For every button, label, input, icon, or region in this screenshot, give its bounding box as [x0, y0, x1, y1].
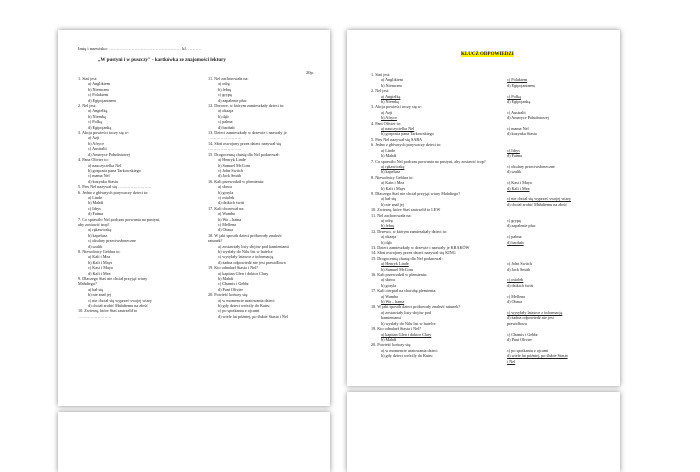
question-text: 15. Drogocenną chustę dla Nel podarował: — [371, 255, 443, 261]
answer-option: d) Ameryce Południowej — [507, 115, 549, 121]
answer-option: d) chciał zrobić Mahdiemu na złość — [507, 201, 567, 207]
question-text: 5. Pies Nel nazywał się SABA — [371, 136, 423, 142]
answer-option: a) zostawiały listy słojów pod kamieniami — [218, 243, 289, 249]
answer-option: b) Samuel McCom — [381, 266, 413, 272]
answer-option: b) goryla — [218, 189, 234, 195]
answer-option: b) gdy dzieci wróciły do Kairu — [381, 353, 433, 359]
worksheet-title: „W pustyni i w puszczy" - kartkówka ze znajomości lektury — [98, 58, 226, 63]
correct-answer-option: a) Henryk Linde — [381, 261, 409, 267]
answer-option: b) dąb — [218, 113, 229, 119]
answer-option: c) Idrys — [88, 205, 101, 211]
answer-option: d) żadna odpowiedź nie jest prawidłowa — [218, 259, 286, 265]
answer-option: a) kapitan Glen i doktor Clary — [218, 270, 269, 276]
correct-answer-option: c) Polakiem — [507, 77, 528, 83]
answer-option: c) Polką — [88, 119, 102, 125]
answer-option: d) zapalenie płuc — [218, 97, 247, 103]
answer-option: c) nie chciał się wyprzeć swojej wiary — [88, 297, 152, 303]
answer-option: d) Fatma — [507, 153, 523, 159]
answer-option: a) Linde — [88, 194, 103, 200]
answer-option: c) Polakiem — [88, 92, 109, 98]
answer-option: a) Kain i Mea — [381, 180, 405, 186]
question-text: …………………… — [78, 313, 112, 319]
question-text: 8. Niewolnicy Gebhra to: — [78, 249, 121, 254]
question-text: 10. Zwierzę, które Staś zastrzelił to — [78, 308, 138, 314]
answer-option: b) kapelusz — [88, 232, 108, 238]
answer-option: a) Angielką — [88, 108, 108, 114]
correct-answer-option: b) febrę — [381, 223, 395, 229]
answer-option: a) sława — [218, 184, 232, 190]
answer-option: d) chciał zrobić Mahdiemu na złość — [88, 303, 148, 309]
correct-answer-option: d) wiele lat później, po ślubie Stasia — [507, 353, 568, 359]
question-text: 20. Powieść kończy się: — [208, 292, 249, 298]
answer-option: c) Mellena — [218, 221, 237, 227]
question-text: 3. Akcja powieści toczy się w: — [371, 104, 422, 110]
answer-option: b) Mahdi — [381, 336, 397, 342]
question-text: 1. Staś jest: — [78, 76, 98, 81]
question-text: 13. Dzieci zamieszkały w drzewie i nazwały je KRAKÓW — [371, 245, 470, 250]
answer-option: a) odrę — [381, 217, 393, 223]
question-text: 11. Nel zachorowała na: — [371, 212, 412, 218]
answer-option: d) Egipcjaninem — [88, 97, 116, 103]
answer-option: d) Pani Olivier — [218, 286, 243, 292]
answer-option: c) okulary przeciwsłoneczne — [507, 163, 555, 169]
correct-answer-option: d) baobab — [507, 239, 524, 245]
question-text: 18. W jaki sposób dzieci próbowały znaleźć ratunek? — [371, 304, 461, 310]
answer-key-title: KLUCZ ODPOWIEDZI — [461, 52, 514, 57]
question-text: 14. Słoń oswojony przez dzieci nazywał się KING — [371, 250, 456, 256]
correct-answer-option: c) Polką — [507, 93, 521, 99]
answer-option: kamieniami — [381, 315, 401, 321]
answer-option: c) Kasi i Maya — [507, 180, 532, 186]
answer-option: b) nie znał jej — [381, 201, 404, 207]
answer-option: b) Mahdi — [381, 153, 397, 159]
answer-option: prawidłowa — [507, 320, 527, 326]
correct-answer-option: c) osiołek — [507, 277, 524, 283]
answer-option: b) wysłały do Nilu list w butelce — [218, 249, 273, 254]
answer-option: b) wysłały do Nilu list w butelce — [381, 320, 436, 326]
question-text: 9. Dlaczego Staś nie chciał przyjąć wiary Mahdiego? — [371, 190, 461, 196]
answer-option: c) po spotkaniu z ojcami — [218, 308, 260, 314]
answer-option: a) sława — [381, 277, 395, 283]
answer-option: a) Linde — [381, 147, 396, 153]
answer-option: b) Niemcem — [88, 86, 109, 92]
question-text: 20. Powieść kończy się: — [371, 342, 412, 348]
correct-answer-option: c) nie chciał się wyprzeć swojej wiary — [507, 196, 571, 202]
answer-option: d) szalik — [507, 169, 522, 175]
answer-option: c) grypę — [218, 92, 232, 98]
answer-option: b) goryla — [381, 282, 397, 288]
answer-option: c) mama Nel — [507, 126, 529, 132]
next-page-right — [347, 392, 620, 472]
question-text: Mahdiego? — [78, 281, 97, 287]
question-column-left — [78, 76, 160, 319]
answer-option: a) Anglikiem — [381, 77, 403, 83]
answer-option: c) Chamis i Gebhr — [218, 281, 249, 287]
worksheet-page — [58, 30, 330, 406]
question-text: 12. Dorowe, w którym zamieszkały dzieci to: — [208, 103, 285, 109]
question-text: 17. Kali cierpiał na chorobę plemienia: — [371, 288, 437, 294]
answer-option: b) febrę — [218, 86, 232, 92]
answer-option: a) bał się — [381, 196, 397, 202]
answer-option: b) gdy dzieci wróciły do Kairu — [218, 303, 270, 309]
answer-column-left — [371, 72, 486, 359]
answer-option: a) Wamba — [381, 293, 398, 299]
answer-option: b) gosposia pana Tarkowskiego — [381, 131, 434, 137]
answer-option: b) kapelusz — [381, 169, 401, 175]
answer-option: a) Wamba — [218, 211, 235, 217]
answer-option: d) Ameryce Południowej — [88, 151, 130, 157]
answer-option: c) Australii — [507, 109, 526, 115]
name-line: Imię i nazwisko: ………………………………………… kl. ……… — [78, 46, 202, 51]
answer-option: c) po spotkaniu z ojcami — [507, 347, 549, 353]
question-text: 19. Kto odnalazł Stasia i Nel? — [371, 326, 422, 332]
answer-option: a) bał się — [88, 286, 104, 292]
answer-option: a) Henryk Linde — [218, 157, 246, 163]
correct-answer-option: b) Wa – hama — [381, 299, 405, 305]
answer-option: c) John Switch — [507, 261, 532, 267]
answer-option: a) w momencie uratowania dzieci — [218, 297, 275, 303]
question-text: 15. Drogocenną chustę dla Nel podarował: — [208, 151, 280, 157]
answer-option: b) Kali i Mays — [381, 185, 406, 191]
answer-option: a) okazja — [381, 234, 397, 240]
answer-option: c) Australii — [88, 146, 107, 152]
question-text: 4. Pana Olivier to: — [78, 157, 109, 163]
correct-answer-option: c) Idrys — [507, 147, 520, 153]
answer-option: a) Kali i Mea — [88, 254, 111, 260]
answer-option: d) Pani Olivier — [507, 336, 532, 342]
question-text: …………………… — [208, 146, 242, 152]
answer-option: d) Jack Smith — [507, 266, 531, 272]
answer-option: b) Niemką — [88, 113, 106, 119]
answer-option: c) grypę — [507, 217, 521, 223]
question-text: ratunek? — [208, 238, 223, 244]
question-column-right — [208, 76, 289, 319]
answer-option: d) wiele lat później, po ślubie Stasia i Nel — [218, 313, 288, 319]
answer-option: d) Kali i Mea — [88, 270, 111, 276]
answer-option: d) kuzynka Stasia — [507, 131, 537, 137]
question-text: 11. Nel zachorowała na: — [208, 76, 249, 81]
question-text: 7. Co sprawiło Nel podczas porwania na pustyni, — [78, 216, 161, 222]
answer-option: b) Mahdi — [88, 200, 104, 206]
answer-option: a) Azji — [88, 135, 100, 141]
answer-option: c) osiołek — [218, 194, 235, 200]
answer-column-right — [497, 72, 571, 364]
answer-option: d) Obasa — [507, 299, 522, 305]
answer-option: d) szalik — [88, 243, 103, 249]
answer-option: c) Mellena — [507, 293, 526, 299]
question-text: 7. Co sprawiło Nel podczas porwania na pustyni, aby zostawić trop? — [371, 158, 486, 164]
answer-option: b) dąb — [381, 239, 392, 245]
correct-answer-option: a) Angielką — [381, 93, 401, 99]
answer-option: d) dzikich świń — [218, 200, 244, 206]
answer-option: b) Niemcem — [381, 82, 402, 88]
question-text: 6. Jedno z głównych porywaczy dzieci to: — [78, 189, 149, 195]
answer-option: d) Egipcjanką — [507, 99, 531, 105]
answer-option: a) okazja — [218, 108, 234, 114]
answer-option: b) Samuel McCom — [218, 162, 250, 168]
answer-option: b) nie znał jej — [88, 292, 111, 298]
answer-option: a) nauczycielka Nel — [88, 162, 122, 168]
question-text: 2. Nel jest: — [371, 88, 390, 94]
answer-option: b) Wa – hama — [218, 216, 242, 222]
question-text: 1. Staś jest: — [371, 72, 391, 77]
question-text: 4. Pani Olivier to: — [371, 120, 402, 126]
answer-option: a) w momencie uratowania dzieci — [381, 347, 438, 353]
correct-answer-option: b) Afryce — [381, 115, 397, 121]
answer-option: b) Niemką — [381, 99, 399, 105]
question-text: 2. Nel jest: — [78, 103, 97, 109]
answer-option: c) Chamis i Gebhr — [507, 331, 538, 337]
answer-option: c) palma — [218, 119, 233, 125]
answer-option: d) Jack Smith — [218, 173, 242, 179]
question-text: 8. Niewolnicy Gebhra to: — [371, 174, 414, 180]
answer-option: c) wysyłały latawce z informacją — [218, 254, 274, 260]
answer-option: c) Kasi i Maya — [88, 265, 113, 271]
question-text: 10. Zwierzę, które Staś zastrzelił to LEW — [371, 207, 441, 213]
answer-option: d) baobab — [218, 124, 235, 130]
answer-option: b) Mahdi — [218, 276, 234, 282]
question-text: 9. Dlaczego Staś nie chciał przyjąć wiary — [78, 276, 148, 282]
question-text: …………………… — [208, 135, 242, 141]
correct-answer-option: d) Kali i Mea — [507, 185, 530, 191]
answer-option: a) zostawiały listy słojów pod — [381, 309, 432, 315]
question-text: 6. Jedno z głównych porywaczy dzieci to: — [371, 142, 442, 148]
answer-key-page — [347, 30, 620, 386]
correct-answer-option: a) rękawiczkę — [381, 163, 405, 169]
next-page-left — [58, 412, 330, 472]
question-text: 18. W jaki sposób dzieci próbowały znaleźć — [208, 232, 282, 238]
answer-option: d) dzikich świń — [507, 282, 533, 288]
answer-option: d) Obasa — [218, 227, 233, 233]
correct-answer-option: i Nel — [507, 358, 516, 364]
answer-option: a) Anglikiem — [88, 81, 110, 87]
answer-option: d) kuzynka Stasia — [88, 178, 118, 184]
answer-option: a) Azji — [381, 109, 393, 115]
answer-option: c) John Switch — [218, 167, 243, 173]
answer-option: d) Egipcjanką — [88, 124, 112, 130]
question-text: aby zostawić trop? — [78, 221, 110, 227]
answer-option: d) Fatma — [88, 211, 104, 217]
answer-option: d) żadna odpowiedź nie jest — [507, 315, 554, 321]
question-text: 13. Dzieci zamieszkały w drzewie i nazwały je — [208, 130, 287, 136]
answer-option: d) zapalenie płuc — [507, 223, 536, 229]
answer-option: a) odrę — [218, 81, 230, 87]
correct-answer-option: a) nauczycielka Nel — [381, 126, 415, 132]
answer-option: b) Kali i Mays — [88, 259, 113, 265]
question-text: 3. Akcja powieści toczy się w: — [78, 130, 129, 136]
correct-answer-option: a) kapitan Glen i doktor Clary — [381, 331, 432, 337]
answer-option: b) gosposia pana Tarkowskiego — [88, 167, 141, 173]
question-text: 5. Pies Nel nazywał się …………………… — [78, 184, 152, 190]
question-text: 16. Kali przewodził w plemieniu: — [371, 272, 428, 278]
question-text: 12. Drzewo, w którym zamieszkały dzieci to: — [371, 228, 448, 234]
correct-answer-option: c) wysyłały latawce z informacją — [507, 309, 563, 315]
answer-option: c) palma — [507, 234, 522, 240]
answer-option: c) okulary przeciwsłoneczne — [88, 238, 136, 244]
answer-option: b) Afryce — [88, 140, 104, 146]
answer-option: a) rękawiczkę — [88, 227, 112, 233]
points-label: 20p. — [306, 70, 314, 75]
answer-option: d) Egipcjaninem — [507, 82, 535, 88]
question-text: 17. Kali chorował na: — [208, 205, 245, 211]
question-text: 16. Kali przewodził w plemieniu: — [208, 178, 265, 184]
question-text: 19. Kto odnalazł Stasia i Nel? — [208, 265, 259, 271]
answer-option: c) mama Nel — [88, 173, 110, 179]
question-text: 14. Słoń oswojony przez dzieci nazywał się — [208, 140, 282, 146]
